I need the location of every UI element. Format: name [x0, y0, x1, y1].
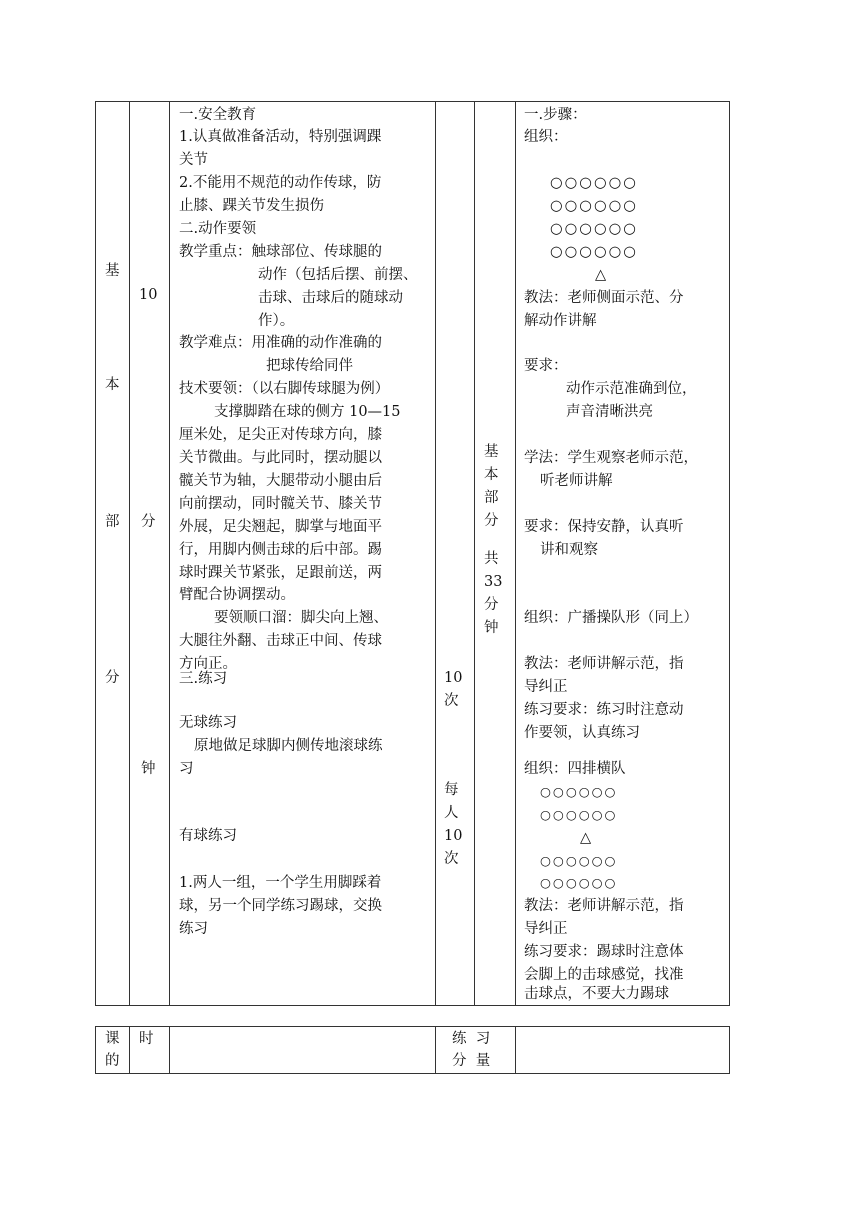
- content-line: 有球练习: [179, 828, 237, 844]
- content-line: 行，用脚内侧击球的后中部。踢: [179, 542, 382, 558]
- content-line: 1.两人一组，一个学生用脚踩着: [179, 875, 382, 891]
- part-text: 钟: [484, 620, 499, 636]
- content-line: 大腿往外翻、击球正中间、传球: [179, 633, 382, 649]
- org-line: 会脚上的击球感觉，找准: [524, 967, 684, 983]
- content-line: 习: [179, 761, 194, 777]
- section-label-cell: [96, 102, 130, 1006]
- org-line: 导纠正: [524, 921, 568, 937]
- org-line: 作要领，认真练习: [524, 725, 640, 741]
- section-label: 基: [105, 263, 120, 279]
- time-label: 时: [139, 1031, 154, 1047]
- content-line: 关节微曲。与此同时，摆动腿以: [179, 450, 382, 466]
- content-line: 三.练习: [179, 671, 228, 687]
- quantity-text: 每: [444, 782, 459, 798]
- formation-row: ○○○○○○: [550, 175, 638, 191]
- bottom-table: [95, 1026, 730, 1074]
- content-line: 教学重点：触球部位、传球腿的: [179, 244, 382, 260]
- organization-cell: [516, 102, 730, 1006]
- amount-label: 分 量: [452, 1053, 491, 1069]
- part-text: 本: [484, 467, 499, 483]
- content-line: 二.动作要领: [179, 221, 257, 237]
- content-line: 球时踝关节紧张，足跟前送，两: [179, 565, 382, 581]
- org-line: 教法：老师讲解示范，指: [524, 656, 684, 672]
- content-line: 教学难点：用准确的动作准确的: [179, 335, 382, 351]
- lesson-label: 的: [105, 1053, 120, 1069]
- org-line: 教法：老师讲解示范，指: [524, 898, 684, 914]
- lesson-label-cell: [96, 1027, 130, 1074]
- part-text: 部: [484, 490, 499, 506]
- teacher-marker: △: [580, 830, 592, 846]
- time-unit: 钟: [141, 761, 156, 777]
- org-line: 听老师讲解: [540, 473, 613, 489]
- formation-row: ○○○○○○: [540, 784, 618, 799]
- quantity-text: 10: [444, 828, 463, 844]
- section-label: 分: [105, 670, 120, 686]
- org-line: 动作示范准确到位，: [566, 381, 697, 397]
- time-cell: [130, 102, 170, 1006]
- formation-row: ○○○○○○: [550, 198, 638, 214]
- org-line: 练习要求：练习时注意动: [524, 702, 684, 718]
- org-line: 学法：学生观察老师示范，: [524, 450, 698, 466]
- time-value: 10: [139, 287, 158, 303]
- time-label-cell: [130, 1027, 170, 1074]
- org-line: 练习要求：踢球时注意体: [524, 944, 684, 960]
- org-line: 击球点，不要大力踢球: [524, 986, 669, 1002]
- part-text: 基: [484, 444, 499, 460]
- content-line: 把球传给同伴: [266, 358, 353, 374]
- formation-row: ○○○○○○: [540, 875, 618, 890]
- teacher-marker: △: [595, 267, 607, 283]
- formation-row: ○○○○○○: [550, 244, 638, 260]
- org-line: 要求：保持安静，认真听: [524, 519, 684, 535]
- content-line: 一.安全教育: [179, 107, 257, 123]
- content-line: 向前摆动，同时髋关节、膝关节: [179, 496, 382, 512]
- org-line: 一.步骤：: [524, 107, 587, 123]
- content-line: 无球练习: [179, 715, 237, 731]
- content-line: 练习: [179, 921, 208, 937]
- content-line: 关节: [179, 152, 208, 168]
- lesson-label: 课: [105, 1031, 120, 1047]
- part-cell: [475, 102, 516, 1006]
- content-line: 球，另一个同学练习踢球，交换: [179, 898, 382, 914]
- section-label: 本: [105, 377, 120, 393]
- org-line: 要求：: [524, 358, 568, 374]
- empty-cell: [170, 1027, 436, 1074]
- quantity-text: 次: [444, 851, 459, 867]
- content-line: 作）。: [258, 313, 295, 329]
- main-table: [95, 101, 730, 1006]
- content-cell: [170, 102, 436, 1006]
- org-line: 讲和观察: [540, 542, 598, 558]
- time-unit: 分: [141, 514, 156, 530]
- quantity-cell: [436, 102, 475, 1006]
- quantity-text: 次: [444, 693, 459, 709]
- quantity-text: 10: [444, 670, 463, 686]
- org-line: 解动作讲解: [524, 313, 597, 329]
- part-text: 分: [484, 513, 499, 529]
- content-line: 技术要领：（以右脚传球腿为例）: [179, 381, 390, 397]
- section-label: 部: [105, 514, 120, 530]
- quantity-text: 人: [444, 805, 459, 821]
- org-line: 组织：四排横队: [524, 761, 626, 777]
- content-line: 支撑脚踏在球的侧方 10—15: [214, 404, 401, 420]
- part-text: 分: [484, 597, 499, 613]
- formation-row: ○○○○○○: [540, 853, 618, 868]
- practice-label: 练 习: [452, 1031, 491, 1047]
- formation-row: ○○○○○○: [550, 221, 638, 237]
- content-line: 1.认真做准备活动，特别强调踝: [179, 129, 382, 145]
- part-text: 33: [484, 574, 503, 590]
- formation-row: ○○○○○○: [540, 807, 618, 822]
- content-line: 止膝、踝关节发生损伤: [179, 198, 324, 214]
- content-line: 髋关节为轴，大腿带动小腿由后: [179, 473, 382, 489]
- content-line: 外展，足尖翘起，脚掌与地面平: [179, 519, 382, 535]
- content-line: 原地做足球脚内侧传地滚球练: [194, 738, 383, 754]
- org-line: 声音清晰洪亮: [566, 404, 653, 420]
- org-line: 组织：广播操队形（同上）: [524, 610, 698, 626]
- org-line: 导纠正: [524, 679, 568, 695]
- content-line: 动作（包括后摆、前摆、: [258, 267, 418, 283]
- part-text: 共: [484, 551, 499, 567]
- org-line: 组织：: [524, 129, 568, 145]
- content-line: 2.不能用不规范的动作传球，防: [179, 175, 382, 191]
- practice-amount-cell: [436, 1027, 516, 1074]
- empty-cell: [516, 1027, 730, 1074]
- org-line: 教法：老师侧面示范、分: [524, 290, 684, 306]
- content-line: 臂配合协调摆动。: [179, 587, 295, 603]
- content-line: 方向正。: [179, 656, 237, 672]
- content-line: 厘米处，足尖正对传球方向，膝: [179, 427, 382, 443]
- content-line: 要领顺口溜：脚尖向上翘、: [214, 610, 388, 626]
- content-line: 击球、击球后的随球动: [258, 290, 403, 306]
